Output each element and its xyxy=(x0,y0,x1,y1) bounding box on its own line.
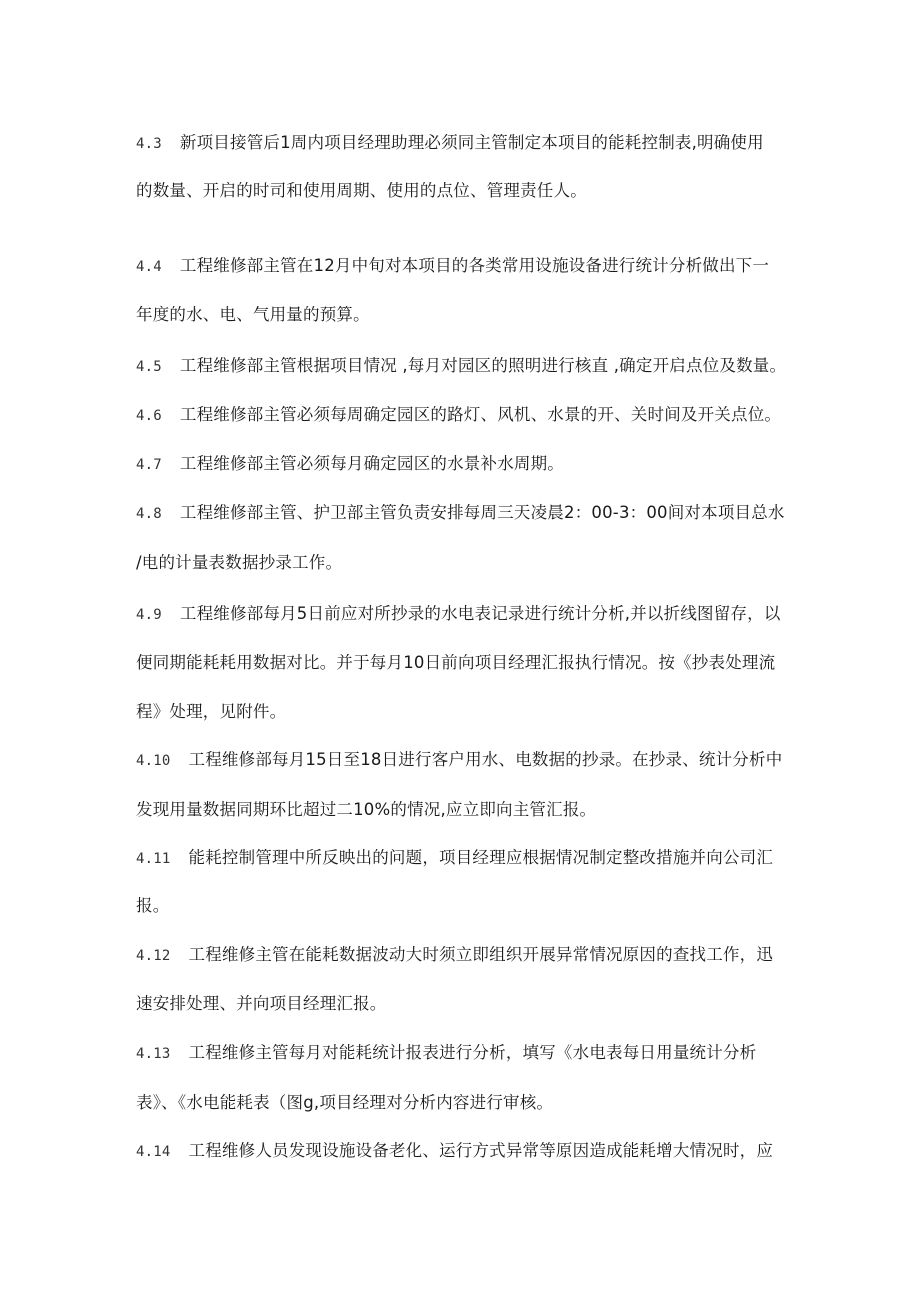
paragraph-line xyxy=(136,1093,796,1113)
item-text: 速安排处理、并向项目经理汇报。 xyxy=(136,994,387,1013)
paragraph-line xyxy=(136,945,796,966)
item-text: 表》、《水电能耗表（图g,项目经理对分析内容进行审核。 xyxy=(136,1093,554,1112)
paragraph-line xyxy=(136,181,796,201)
paragraph-line xyxy=(136,454,796,475)
paragraph-line xyxy=(136,604,796,625)
item-number: 4.14 xyxy=(136,1144,171,1160)
item-text: 工程维修部主管在12月中旬对本项目的各类常用设施设备进行统计分析做出下一 xyxy=(179,256,770,275)
paragraph-line xyxy=(136,994,796,1014)
paragraph-line xyxy=(136,256,796,277)
item-number: 4.10 xyxy=(136,753,171,769)
item-number: 4.13 xyxy=(136,1046,171,1062)
item-text: 便同期能耗耗用数据对比。并于每月10日前向项目经理汇报执行情况。按《抄表处理流 xyxy=(136,653,776,672)
item-text: 的数量、开启的时司和使用周期、使用的点位、管理责任人。 xyxy=(136,181,587,200)
item-text: 工程维修部每月15日至18日进行客户用水、电数据的抄录。在抄录、统计分析中 xyxy=(188,750,783,769)
item-number: 4.4 xyxy=(136,259,162,275)
item-text: 工程维修人员发现设施设备老化、运行方式异常等原因造成能耗增大情况时，应 xyxy=(188,1141,774,1160)
paragraph-line xyxy=(136,702,796,722)
paragraph-line xyxy=(136,750,796,771)
item-number: 4.7 xyxy=(136,457,162,473)
paragraph-line xyxy=(136,356,796,377)
item-number: 4.9 xyxy=(136,607,162,623)
item-text: 年度的水、电、气用量的预算。 xyxy=(136,305,370,324)
item-text: 工程维修主管在能耗数据波动大时须立即组织开展异常情况原因的查找工作，迅 xyxy=(188,945,774,964)
paragraph-line xyxy=(136,503,796,524)
item-number: 4.6 xyxy=(136,408,162,424)
item-text: 工程维修部主管必须每月确定园区的水景补水周期。 xyxy=(179,454,564,473)
item-text: 发现用量数据同期环比超过二10%的情况,应立即向主管汇报。 xyxy=(136,800,597,819)
item-text: 新项目接管后1周内项目经理助理必须同主管制定本项目的能耗控制表,明确使用 xyxy=(179,133,764,152)
item-number: 4.11 xyxy=(136,851,171,867)
item-number: 4.8 xyxy=(136,506,162,522)
paragraph-line xyxy=(136,133,796,154)
item-text: 报。 xyxy=(136,896,170,915)
item-number: 4.5 xyxy=(136,359,162,375)
item-text: 工程维修部主管、护卫部主管负责安排每周三天凌晨2：00-3：00间对本项目总水 xyxy=(179,503,785,522)
item-number: 4.12 xyxy=(136,948,171,964)
item-text: 工程维修部主管根据项目情况 ,每月对园区的照明进行核直 ,确定开启点位及数量。 xyxy=(179,356,787,375)
paragraph-line xyxy=(136,405,796,426)
item-number: 4.3 xyxy=(136,136,162,152)
item-text: 工程维修主管每月对能耗统计报表进行分析，填写《水电表每日用量统计分析 xyxy=(188,1043,757,1062)
paragraph-line xyxy=(136,848,796,869)
paragraph-line xyxy=(136,553,796,573)
item-text: /电的计量表数据抄录工作。 xyxy=(136,553,343,572)
item-text: 工程维修部主管必须每周确定园区的路灯、风机、水景的开、关时间及开关点位。 xyxy=(179,405,782,424)
paragraph-line xyxy=(136,1043,796,1064)
item-text: 能耗控制管理中所反映出的问题，项目经理应根据情况制定整改措施并向公司汇 xyxy=(188,848,774,867)
item-text: 工程维修部每月5日前应对所抄录的水电表记录进行统计分析,并以折线图留存，以 xyxy=(179,604,781,623)
paragraph-line xyxy=(136,896,796,916)
paragraph-line xyxy=(136,653,796,673)
paragraph-line xyxy=(136,1141,796,1162)
paragraph-line xyxy=(136,305,796,325)
item-text: 程》处理，见附件。 xyxy=(136,702,287,721)
paragraph-line xyxy=(136,800,796,820)
